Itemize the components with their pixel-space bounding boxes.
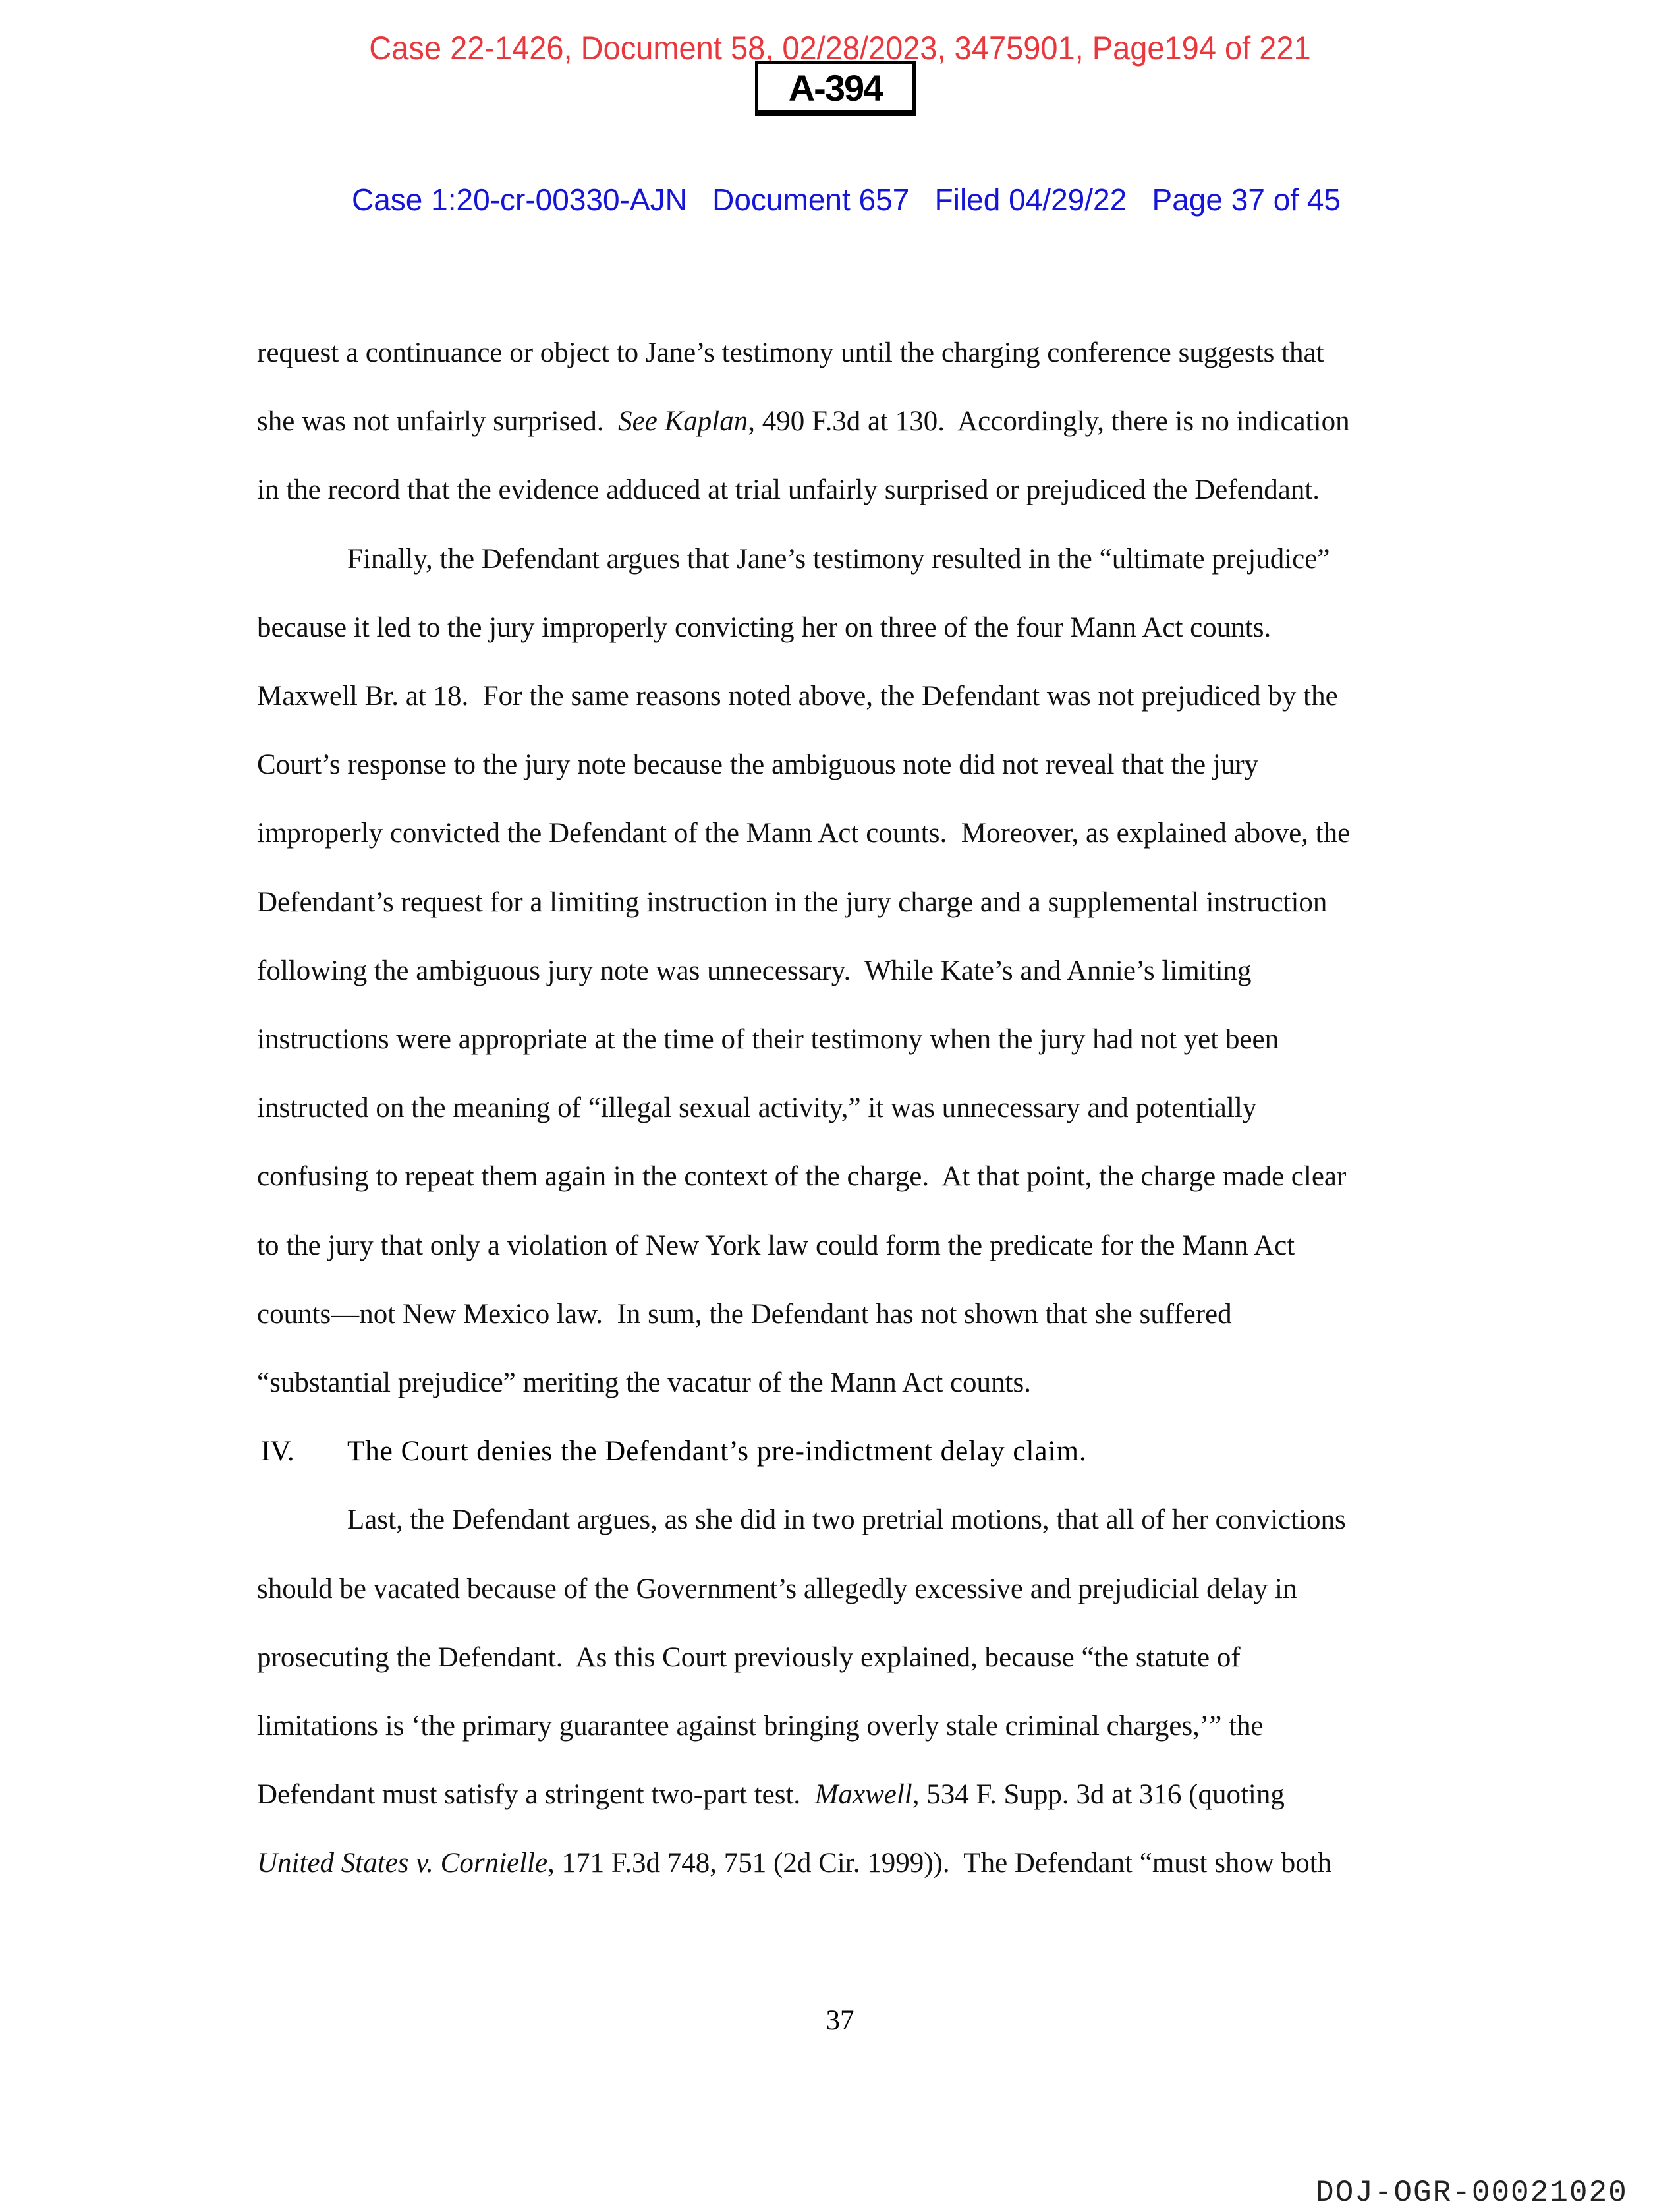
text-segment: request a continuance or object to Jane’s testimony until the charging conference suggests that — [257, 337, 1324, 368]
text-segment: instructions were appropriate at the time of their testimony when the jury had not yet been — [257, 1024, 1279, 1055]
text-segment: instructed on the meaning of “illegal sexual activity,” it was unnecessary and potentially — [257, 1092, 1257, 1124]
text-line — [257, 814, 1350, 853]
text-line — [257, 1844, 1331, 1883]
text-line — [257, 402, 1350, 441]
appendix-page-box: A-394 — [755, 61, 916, 116]
text-line — [257, 608, 1271, 648]
text-segment: improperly convicted the Defendant of the Mann Act counts. Moreover, as explained above, the — [257, 818, 1351, 849]
text-line — [257, 1295, 1232, 1334]
text-line — [257, 1570, 1297, 1609]
text-line — [257, 470, 1320, 510]
text-line — [347, 540, 1330, 579]
text-segment: to the jury that only a violation of New York law could form the predicate for the Mann Act — [257, 1230, 1295, 1261]
text-line — [257, 1089, 1256, 1128]
text-segment: Defendant’s request for a limiting instruction in the jury charge and a supplemental instruction — [257, 886, 1328, 918]
text-segment: Defendant must satisfy a stringent two-part test. — [257, 1779, 815, 1811]
appellate-case-stamp: Case 22-1426, Document 58, 02/28/2023, 3475901, Page194 of 221 — [369, 30, 1311, 67]
text-segment: Last, the Defendant argues, as she did in two pretrial motions, that all of her convictions — [347, 1504, 1346, 1536]
text-segment: Court’s response to the jury note because the ambiguous note did not reveal that the jury — [257, 749, 1259, 781]
text-segment: should be vacated because of the Government’s allegedly excessive and prejudicial delay in — [257, 1573, 1297, 1604]
italic-citation: Maxwell — [814, 1779, 912, 1811]
text-line — [257, 1775, 1285, 1815]
text-segment: Finally, the Defendant argues that Jane’s testimony resulted in the “ultimate prejudice” — [347, 543, 1330, 575]
text-segment: limitations is ‘the primary guarantee against bringing overly stale criminal charges,’” the — [257, 1711, 1264, 1742]
text-segment: confusing to repeat them again in the context of the charge. At that point, the charge made clear — [257, 1161, 1347, 1193]
text-line — [257, 677, 1338, 716]
text-segment: prosecuting the Defendant. As this Court previously explained, because “the statute of — [257, 1641, 1241, 1673]
text-line — [257, 1638, 1241, 1678]
text-segment: Maxwell Br. at 18. For the same reasons noted above, the Defendant was not prejudiced by the — [257, 681, 1338, 712]
text-segment: in the record that the evidence adduced at trial unfairly surprised or prejudiced the Defendant. — [257, 474, 1320, 506]
text-line — [257, 1020, 1279, 1060]
text-line — [257, 1707, 1264, 1746]
text-line — [257, 333, 1324, 373]
section-heading-number: IV. — [261, 1436, 294, 1467]
text-line — [347, 1500, 1346, 1540]
italic-citation: See Kaplan — [618, 406, 748, 438]
text-segment: “substantial prejudice” meriting the vacatur of the Mann Act counts. — [257, 1367, 1031, 1398]
district-case-header: Case 1:20-cr-00330-AJN Document 657 Filed 04/29/22 Page 37 of 45 — [352, 183, 1341, 217]
text-segment: , 534 F. Supp. 3d at 316 (quoting — [912, 1779, 1285, 1811]
page-number: 37 — [826, 2005, 854, 2036]
section-heading-text: The Court denies the Defendant’s pre-indictment delay claim. — [347, 1436, 1087, 1467]
text-segment: she was not unfairly surprised. — [257, 406, 619, 438]
text-segment: counts—not New Mexico law. In sum, the Defendant has not shown that she suffered — [257, 1298, 1232, 1330]
text-line — [257, 883, 1327, 922]
text-line — [257, 1363, 1031, 1403]
text-line — [257, 745, 1258, 785]
italic-citation: United States v. Cornielle — [257, 1848, 548, 1879]
text-line — [257, 1157, 1346, 1197]
text-line — [257, 951, 1252, 991]
text-line — [257, 1226, 1295, 1266]
text-segment: , 490 F.3d at 130. Accordingly, there is no indication — [748, 406, 1350, 438]
text-segment: , 171 F.3d 748, 751 (2d Cir. 1999)). The Defendant “must show both — [547, 1848, 1332, 1879]
text-segment: because it led to the jury improperly convicting her on three of the four Mann Act counts. — [257, 611, 1272, 643]
text-segment: following the ambiguous jury note was unnecessary. While Kate’s and Annie’s limiting — [257, 955, 1252, 986]
bates-number: DOJ-OGR-00021020 — [1316, 2176, 1628, 2210]
